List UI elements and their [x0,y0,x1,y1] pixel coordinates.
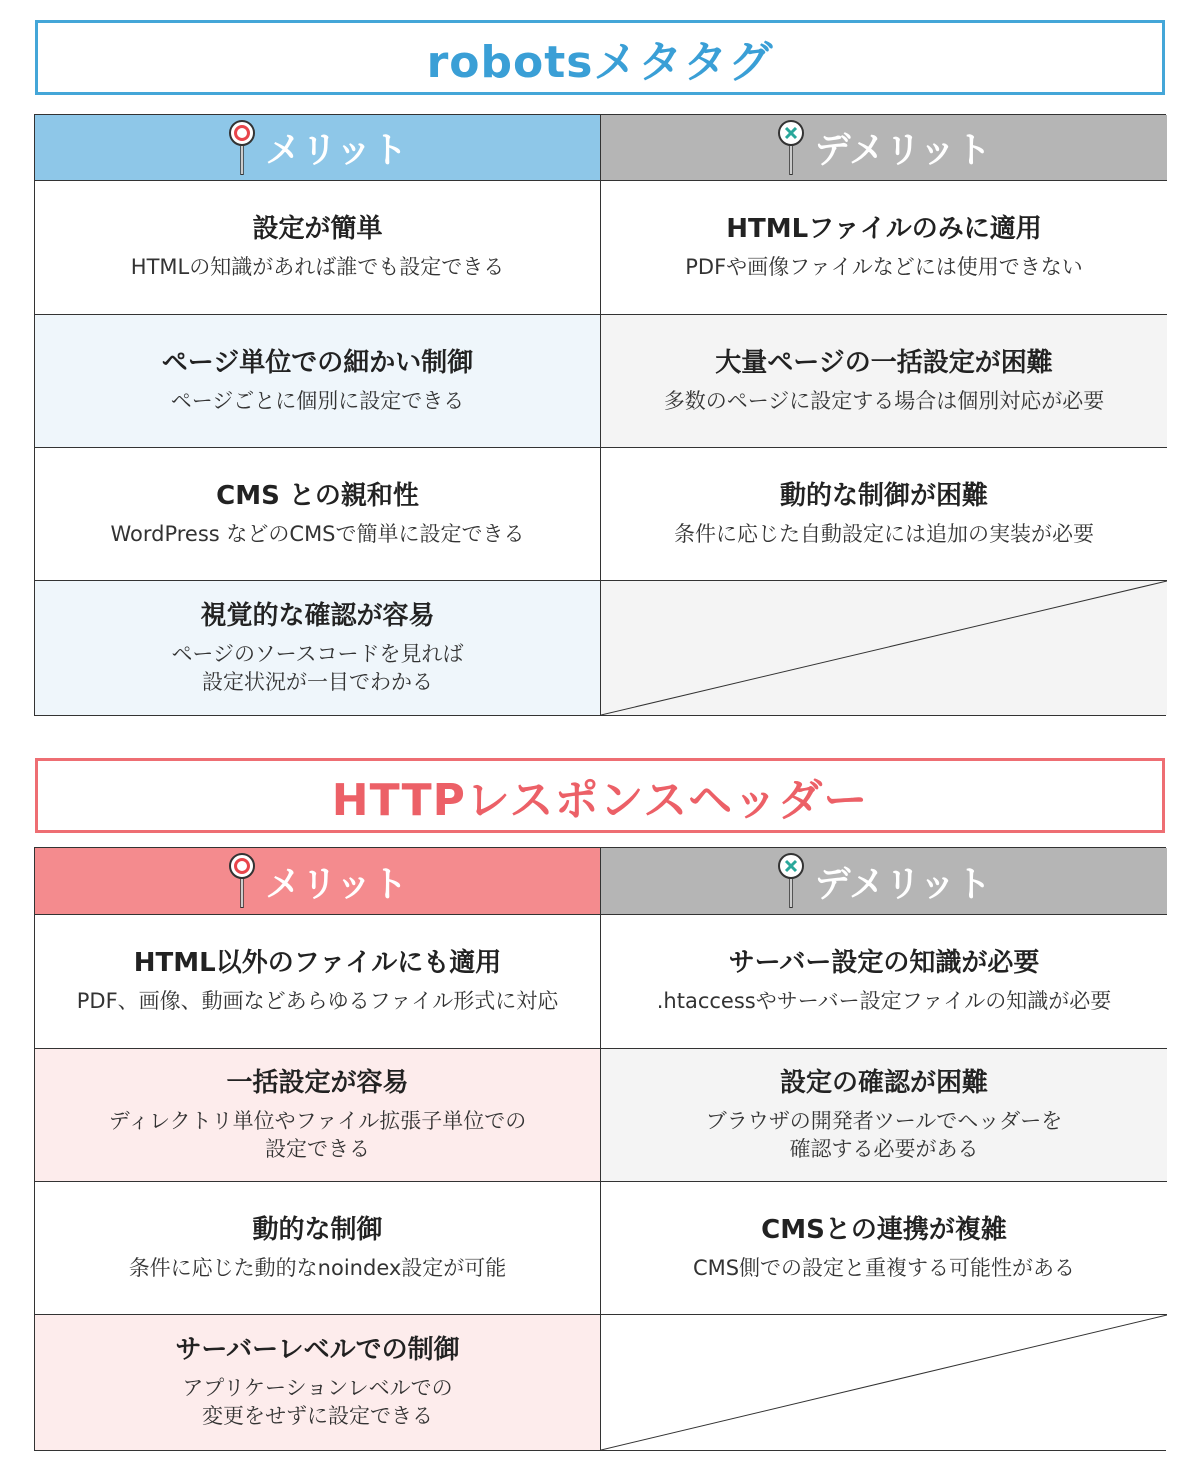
section-title-http-header: HTTPレスポンスヘッダー [35,758,1165,833]
demerit-item-desc: CMS側での設定と重複する可能性がある [692,1255,1076,1280]
merit-header [35,115,601,181]
merit-item-desc: 条件に応じた動的なnoindex設定が可能 [128,1255,507,1280]
merit-item [35,1049,601,1182]
merit-header-label: メリット [265,130,408,171]
demerit-header [601,848,1167,915]
demerit-item-title: 動的な制御が困難 [779,480,988,511]
merit-item-title: HTML以外のファイルにも適用 [133,948,502,979]
demerit-item [601,448,1167,581]
demerit-item [601,1049,1167,1182]
merit-item-title: サーバーレベルでの制御 [175,1335,460,1366]
http-header-comparison-table [34,847,1166,1451]
demerit-item-title: HTMLファイルのみに適用 [726,214,1042,245]
empty-cell [601,581,1167,715]
merit-item-desc: HTMLの知識があれば誰でも設定できる [130,255,505,280]
merit-item-desc: アプリケーションレベルでの 変更をせずに設定できる [182,1376,453,1429]
merit-item [35,915,601,1049]
demerit-header-label: デメリット [814,130,992,171]
demerit-item-title: 大量ページの一括設定が困難 [715,347,1053,378]
circle-pin-icon [227,852,257,910]
merit-item [35,181,601,315]
robots-comparison-table [34,114,1166,716]
demerit-item-desc: PDFや画像ファイルなどには使用できない [685,255,1083,280]
demerit-header [601,115,1167,181]
cross-pin-icon [776,119,806,177]
empty-cell [601,1315,1167,1450]
demerit-item [601,1182,1167,1315]
merit-item [35,315,601,448]
diagonal-line [601,581,1167,715]
merit-item [35,1315,601,1450]
demerit-item-desc: .htaccessやサーバー設定ファイルの知識が必要 [656,989,1112,1014]
circle-pin-icon [227,119,257,177]
demerit-item-title: CMSとの連携が複雑 [761,1214,1007,1245]
demerit-item-desc: 多数のページに設定する場合は個別対応が必要 [663,388,1105,413]
merit-item-desc: ページごとに個別に設定できる [170,388,465,413]
demerit-item-desc: ブラウザの開発者ツールでヘッダーを 確認する必要がある [705,1108,1063,1161]
diagonal-line [601,1315,1167,1450]
merit-header [35,848,601,915]
merit-item-title: ページ単位での細かい制御 [161,347,474,378]
demerit-item-title: 設定の確認が困難 [779,1067,988,1098]
demerit-item-title: サーバー設定の知識が必要 [728,948,1040,979]
merit-item-title: 動的な制御 [252,1214,383,1245]
merit-item-title: CMS との親和性 [216,480,419,511]
demerit-header-label: デメリット [814,863,992,905]
section-title-robots: robotsメタタグ [35,20,1165,95]
demerit-item [601,181,1167,315]
merit-item-title: 一括設定が容易 [226,1067,409,1098]
demerit-item [601,315,1167,448]
merit-item-title: 設定が簡単 [252,214,383,245]
merit-item-desc: ページのソースコードを見れば 設定状況が一目でわかる [171,641,464,694]
cross-pin-icon [776,852,806,910]
merit-item-desc: PDF、画像、動画などあらゆるファイル形式に対応 [76,989,559,1014]
merit-item-desc: ディレクトリ単位やファイル拡張子単位での 設定できる [108,1108,527,1161]
merit-item-title: 視覚的な確認が容易 [200,600,435,631]
merit-item [35,1182,601,1315]
merit-header-label: メリット [265,863,408,905]
demerit-item [601,915,1167,1049]
merit-item [35,581,601,715]
demerit-item-desc: 条件に応じた自動設定には追加の実装が必要 [674,521,1094,546]
merit-item [35,448,601,581]
merit-item-desc: WordPress などのCMSで簡単に設定できる [110,521,525,546]
